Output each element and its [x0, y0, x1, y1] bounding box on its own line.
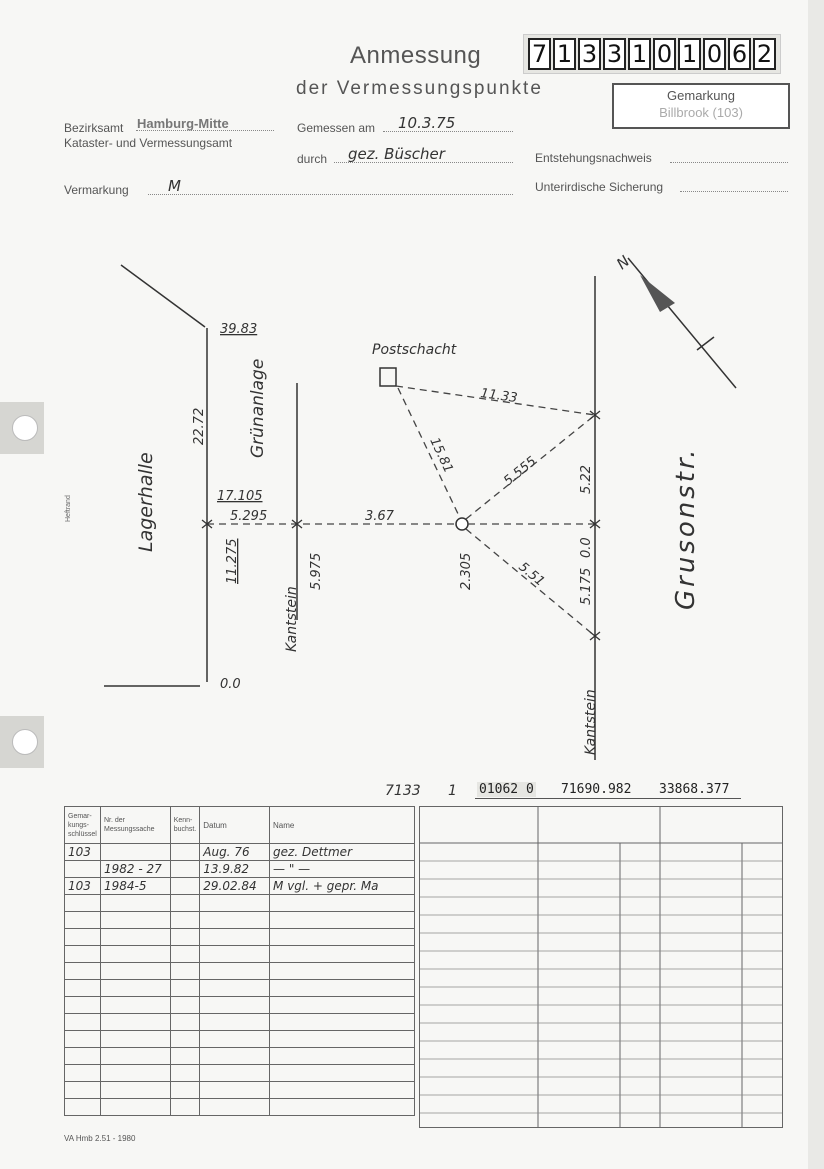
register-cell [170, 895, 200, 912]
coord-num-a: 7133 [385, 783, 421, 799]
vermarkung-label: Vermarkung [64, 183, 129, 197]
register-row [65, 895, 415, 912]
register-cell [65, 1014, 101, 1031]
doc-digit: 1 [678, 38, 701, 70]
register-cell [200, 895, 270, 912]
register-cell [100, 1014, 170, 1031]
bezirksamt-label: Bezirksamt [64, 121, 124, 135]
register-row [65, 1065, 415, 1082]
doc-digit: 1 [628, 38, 651, 70]
register-cell: 103 [65, 844, 101, 861]
register-cell [65, 929, 101, 946]
measure-0-0-right: 0.0 [579, 537, 594, 558]
coordinate-grid [419, 806, 783, 1128]
grusonstr-label: Grusonstr. [671, 446, 701, 610]
register-cell [170, 997, 200, 1014]
col-header: Kenn-buchst. [170, 807, 200, 844]
measure-5-295: 5.295 [230, 509, 268, 524]
register-cell [100, 912, 170, 929]
register-cell [65, 980, 101, 997]
register-row [65, 878, 415, 895]
register-cell [100, 1048, 170, 1065]
north-label: N [613, 252, 634, 274]
gemarkung-label: Gemarkung [667, 88, 735, 103]
register-cell [100, 997, 170, 1014]
measure-15-81: 15.81 [426, 435, 456, 476]
register-row [65, 980, 415, 997]
register-cell [200, 1031, 270, 1048]
measure-0-0-left: 0.0 [220, 677, 241, 692]
gemessen-value: 10.3.75 [398, 114, 456, 132]
measure-11-33: 11.33 [479, 386, 519, 407]
register-cell [170, 929, 200, 946]
register-cell [65, 861, 101, 878]
register-row [65, 1099, 415, 1116]
measure-5-975: 5.975 [309, 552, 324, 590]
register-cell [65, 1065, 101, 1082]
form-footer: VA Hmb 2.51 - 1980 [64, 1134, 136, 1143]
measure-5-175: 5.175 [579, 567, 594, 605]
register-cell: — " — [270, 861, 415, 878]
measure-3-67: 3.67 [365, 509, 394, 524]
register-cell [65, 997, 101, 1014]
register-cell [100, 1099, 170, 1116]
register-row [65, 1048, 415, 1065]
register-cell [200, 997, 270, 1014]
register-cell: 1984-5 [100, 878, 170, 895]
register-cell [65, 963, 101, 980]
register-row [65, 1082, 415, 1099]
register-cell: Aug. 76 [200, 844, 270, 861]
register-cell [170, 946, 200, 963]
register-cell [270, 1014, 415, 1031]
register-cell [270, 1065, 415, 1082]
register-cell [65, 1082, 101, 1099]
measure-5-555: 5.555 [501, 454, 540, 490]
register-cell [200, 980, 270, 997]
kataster-label: Kataster- und Vermessungsamt [64, 136, 233, 150]
register-cell [270, 912, 415, 929]
register-row [65, 963, 415, 980]
register-cell: 1982 - 27 [100, 861, 170, 878]
register-cell [270, 1031, 415, 1048]
register-cell [100, 1031, 170, 1048]
register-cell [270, 1099, 415, 1116]
register-cell: gez. Dettmer [270, 844, 415, 861]
doc-digit: 0 [703, 38, 726, 70]
register-cell [100, 980, 170, 997]
north-arrow-line [628, 258, 736, 388]
register-cell [65, 1099, 101, 1116]
coord-num-c: 01062 0 [479, 782, 534, 797]
gemessen-label: Gemessen am [297, 121, 376, 135]
form-title: Anmessung [350, 42, 482, 69]
register-cell [200, 1048, 270, 1065]
register-cell [270, 980, 415, 997]
coord-y: 33868.377 [659, 782, 730, 797]
doc-digit: 0 [653, 38, 676, 70]
north-arrow-head [640, 275, 675, 312]
register-cell [65, 1031, 101, 1048]
register-cell [100, 1082, 170, 1099]
col-header: Datum [200, 807, 270, 844]
col-header: Nr. der Messungssache [100, 807, 170, 844]
sicherung-label: Unterirdische Sicherung [535, 180, 664, 194]
register-cell [200, 912, 270, 929]
register-row [65, 844, 415, 861]
register-cell [170, 963, 200, 980]
register-cell [100, 929, 170, 946]
register-cell [270, 946, 415, 963]
register-cell [170, 1031, 200, 1048]
lagerhalle-wall-line [121, 265, 205, 327]
register-cell [170, 1099, 200, 1116]
doc-digit: 6 [728, 38, 751, 70]
register-row [65, 997, 415, 1014]
durch-value: gez. Büscher [348, 145, 445, 163]
kantstein-left-label: Kantstein [284, 586, 300, 652]
register-cell [200, 1065, 270, 1082]
col-header: Name [270, 807, 415, 844]
doc-digit: 2 [753, 38, 776, 70]
register-cell [100, 844, 170, 861]
register-cell [270, 963, 415, 980]
durch-label: durch [297, 152, 328, 166]
lagerhalle-label: Lagerhalle [135, 452, 157, 552]
register-cell [270, 895, 415, 912]
register-header-row [65, 807, 415, 844]
register-body [65, 844, 415, 1116]
entstehung-label: Entstehungsnachweis [535, 151, 652, 165]
register-cell [170, 980, 200, 997]
register-cell [270, 929, 415, 946]
register-cell [170, 912, 200, 929]
doc-digit: 3 [603, 38, 626, 70]
register-cell: M vgl. + gepr. Ma [270, 878, 415, 895]
register-cell [65, 1048, 101, 1065]
register-cell [200, 1099, 270, 1116]
register-row [65, 946, 415, 963]
doc-digit: 1 [553, 38, 576, 70]
register-cell [65, 912, 101, 929]
register-row [65, 1014, 415, 1031]
postschacht-label: Postschacht [372, 342, 457, 358]
coordinate-grid-lines [420, 807, 782, 1127]
register-cell [170, 861, 200, 878]
register-cell: 29.02.84 [200, 878, 270, 895]
register-cell [100, 895, 170, 912]
gruenanlage-label: Grünanlage [248, 358, 268, 458]
register-cell [100, 963, 170, 980]
register-cell [170, 1082, 200, 1099]
postschacht-symbol [380, 368, 396, 386]
register-cell [200, 929, 270, 946]
measure-39-83: 39.83 [220, 322, 258, 337]
register-cell [200, 963, 270, 980]
register-cell [200, 946, 270, 963]
heftrand-label: Heftrand [65, 495, 72, 522]
measure-5-51: 5.51 [515, 559, 548, 590]
register-cell [65, 895, 101, 912]
register-cell [170, 844, 200, 861]
register-cell [270, 1082, 415, 1099]
register-cell [270, 997, 415, 1014]
bezirksamt-value: Hamburg-Mitte [137, 116, 229, 131]
survey-point [456, 518, 468, 530]
register-cell: 13.9.82 [200, 861, 270, 878]
register-cell [200, 1082, 270, 1099]
gemarkung-value: Billbrook (103) [659, 105, 743, 120]
register-cell [170, 1014, 200, 1031]
register-cell [200, 1014, 270, 1031]
register-cell [270, 1048, 415, 1065]
coord-x: 71690.982 [561, 782, 632, 797]
doc-digit: 3 [578, 38, 601, 70]
col-header: Gemar-kungs-schlüssel [65, 807, 101, 844]
register-cell [170, 1048, 200, 1065]
register-cell [65, 946, 101, 963]
measure-5-22: 5.22 [579, 465, 594, 494]
measure-17-105: 17.105 [217, 489, 263, 504]
register-table [64, 806, 415, 1116]
register-cell [100, 1065, 170, 1082]
register-cell: 103 [65, 878, 101, 895]
kantstein-right-label: Kantstein [583, 689, 599, 755]
register-row [65, 929, 415, 946]
coord-num-b: 1 [448, 783, 457, 799]
register-cell [170, 878, 200, 895]
measure-line-postschacht-point [398, 388, 460, 518]
measure-2-305: 2.305 [459, 552, 474, 590]
register-cell [170, 1065, 200, 1082]
register-row [65, 912, 415, 929]
register-row [65, 861, 415, 878]
form-subtitle: der Vermessungspunkte [296, 78, 543, 99]
register-cell [100, 946, 170, 963]
measure-11-275: 11.275 [225, 538, 240, 584]
register-row [65, 1031, 415, 1048]
measure-22-72: 22.72 [192, 407, 207, 445]
doc-digit: 7 [528, 38, 551, 70]
vermarkung-value: M [168, 177, 181, 195]
